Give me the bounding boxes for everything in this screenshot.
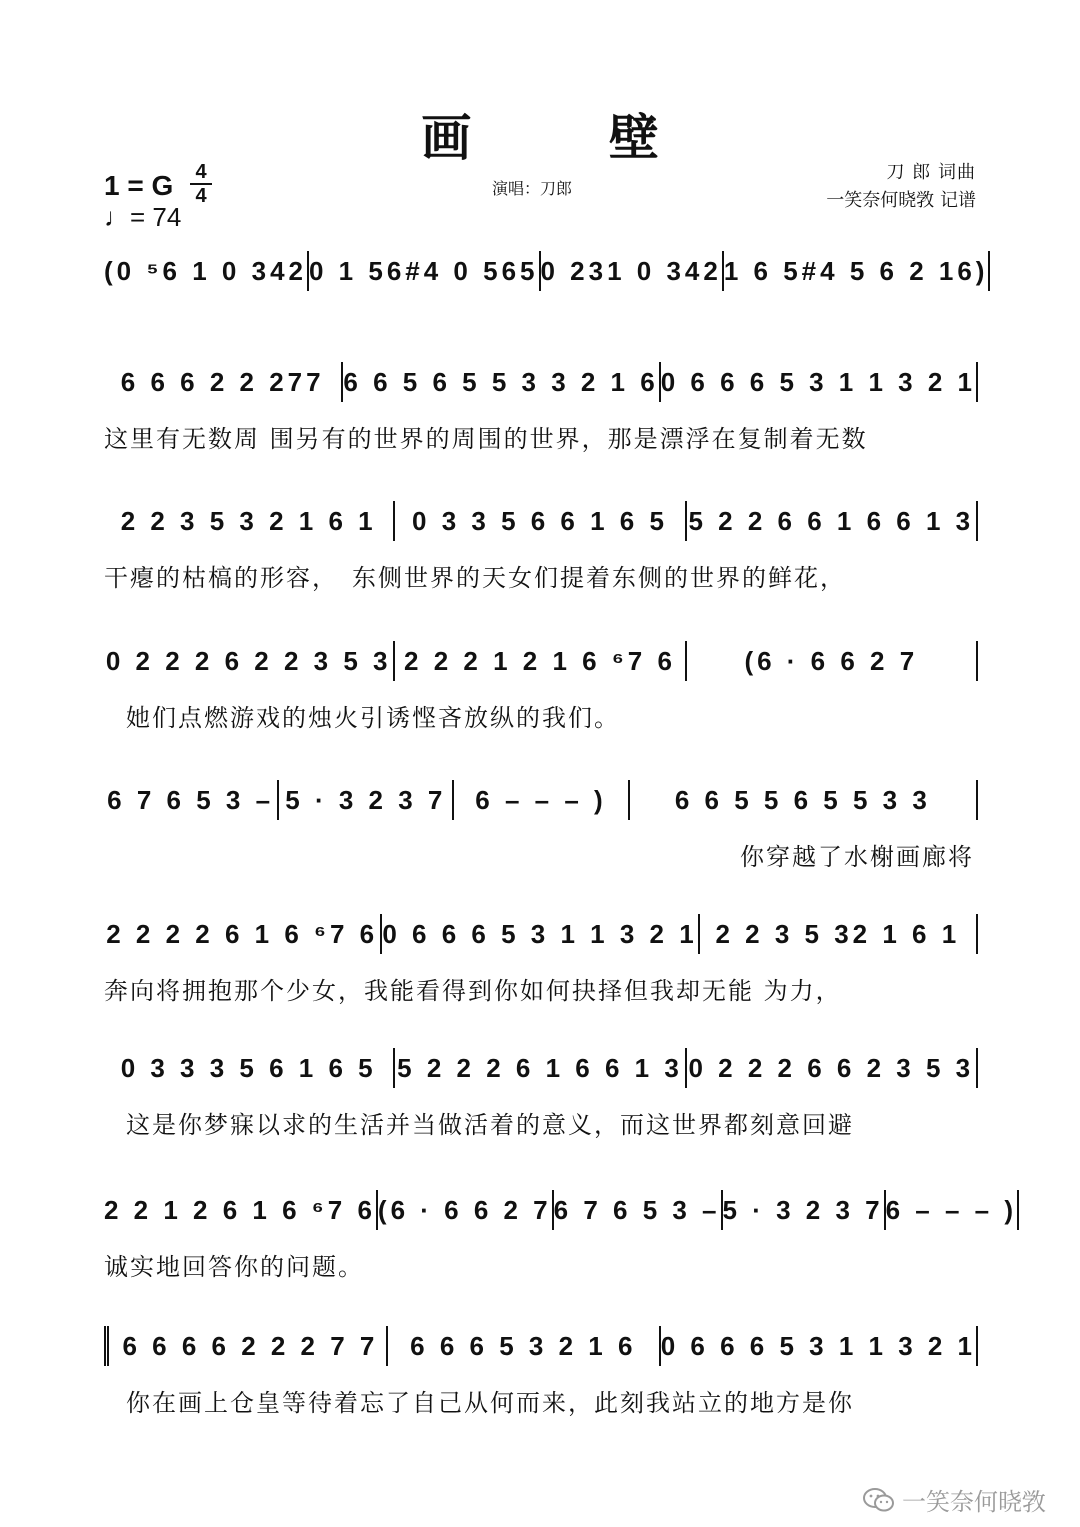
measure: (6 · 6 6 2 7 [378,1190,554,1230]
measure: 2 2 2 1 2 1 6 ⁶7 6 [395,641,686,681]
key-signature: 1 = G [104,170,174,201]
measure: 0 6 6 6 5 3 1 1 3 2 1 [382,914,699,954]
lyric-line: 这里有无数周 围另有的世界的周围的世界，那是漂浮在复制着无数 [104,425,868,453]
repeat-sign [104,1326,115,1366]
system-5 [104,772,978,874]
measure: 5 · 3 2 3 7 [723,1190,886,1230]
notation-line [104,243,989,299]
measure: 6 – – – ) [886,1190,1019,1230]
measure: 6 6 6 2 2 277 [104,362,343,402]
meter-top: 4 [195,161,207,183]
lyric-line: 她们点燃游戏的烛火引诱悭吝放纵的我们。 [126,704,620,732]
meter-bottom: 4 [195,185,207,207]
measure: 0 2 2 2 6 6 2 3 5 3 [687,1048,978,1088]
lyric-line: 干瘪的枯槁的形容， 东侧世界的天女们提着东侧的世界的鲜花， [104,564,846,592]
composer-credit: 刀 郎 词曲 [886,162,976,183]
measure: 6 – – – ) [454,780,629,820]
lyric-line: 你在画上仓皇等待着忘了自己从何而来，此刻我站立的地方是你 [126,1389,854,1417]
watermark-text: 一笑奈何晓敩 [902,1488,1046,1516]
measure: 6 6 5 5 6 5 5 3 3 [630,780,978,820]
measure: 0 3 3 5 6 6 1 6 5 [395,501,686,541]
notation-line [104,493,978,549]
measure: 5 2 2 2 6 1 6 6 1 3 [395,1048,686,1088]
measure: 2 2 2 2 6 1 6 ⁶7 6 [104,914,382,954]
measure: 6 6 6 6 2 2 2 7 7 [115,1326,388,1366]
measure: 0 1 56#4 0 565 [309,251,541,291]
measure: 6 6 5 6 5 5 3 3 2 1 6 [343,362,660,402]
measure: 2 2 1 2 6 1 6 ⁶7 6 [104,1190,378,1230]
lyric-line: 这是你梦寐以求的生活并当做活着的意义，而这世界都刻意回避 [126,1111,854,1139]
watermark [862,1482,1046,1517]
measure: 6 6 6 5 3 2 1 6 [388,1326,661,1366]
measure: 5 · 3 2 3 7 [279,780,454,820]
notation-line [104,906,978,962]
measure: 0 2 2 2 6 2 2 3 5 3 [104,641,395,681]
notation-line [104,1040,978,1096]
measure: 0 6 6 6 5 3 1 1 3 2 1 [661,362,978,402]
measure: 2 2 3 5 32 1 6 1 [700,914,978,954]
measure: 5 2 2 6 6 1 6 6 1 3 [687,501,978,541]
wechat-icon [862,1486,896,1514]
system-3 [104,493,978,595]
notation-line [104,1182,1018,1238]
lyric-line [104,311,978,345]
system-1 [104,243,989,345]
lyric-line: 奔向将拥抱那个少女，我能看得到你如何抉择但我却无能 为力， [104,977,842,1005]
notation-line [104,354,978,410]
measure: 6 7 6 5 3 – [554,1190,723,1230]
measure: 6 7 6 5 3 – [104,780,279,820]
measure: (6 · 6 6 2 7 [687,641,978,681]
measure: (0 ⁵6 1 0 342 [104,251,309,291]
time-signature [190,162,212,206]
system-9 [104,1318,978,1420]
system-2 [104,354,978,456]
measure: 2 2 3 5 3 2 1 6 1 [104,501,395,541]
measure: 0 3 3 3 5 6 1 6 5 [104,1048,395,1088]
measure: 1 6 5#4 5 6 2 16) [724,251,991,291]
tempo-marking: ♩= 74 [104,202,182,232]
measure: 0 6 6 6 5 3 1 1 3 2 1 [661,1326,978,1366]
notation-line [104,772,978,828]
song-title: 画 壁 [421,108,719,167]
measure: 0 231 0 342 [541,251,724,291]
singer-credit: 演唱：刀郎 [492,179,573,198]
lyric-line: 你穿越了水榭画廊将 [740,843,974,871]
lyric-line: 诚实地回答你的问题。 [104,1253,364,1281]
system-7 [104,1040,978,1142]
notation-line [104,633,978,689]
system-4 [104,633,978,735]
system-6 [104,906,978,1008]
transcriber-credit: 一笑奈何晓敩 记谱 [826,190,976,211]
system-8 [104,1182,1018,1284]
notation-line [104,1318,978,1374]
